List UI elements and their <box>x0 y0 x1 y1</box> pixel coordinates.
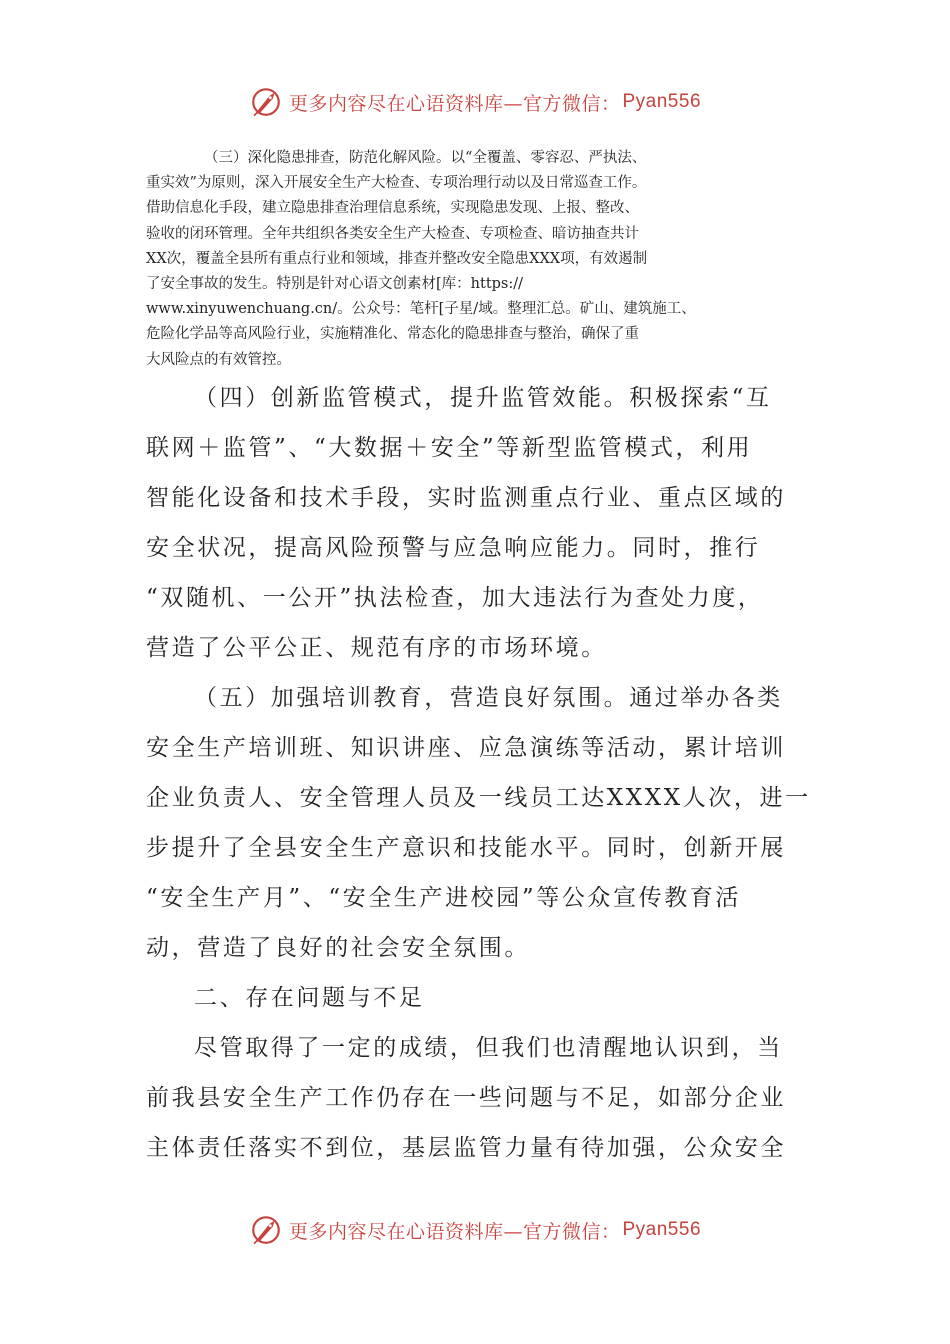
paragraph-line: XX次，覆盖全县所有重点行业和领域，排查并整改安全隐患XXX项，有效遏制 <box>146 250 648 267</box>
paragraph-line: 尽管取得了一定的成绩，但我们也清醒地认识到，当 <box>194 1035 783 1061</box>
paragraph-line: （四）创新监管模式，提升监管效能。积极探索“互 <box>194 385 772 411</box>
banner-text: 更多内容尽在心语资料库—官方微信： <box>288 1220 621 1243</box>
paragraph-line: 前我县安全生产工作仍存在一些问题与不足，如部分企业 <box>146 1085 786 1111</box>
paragraph-line: 大风险点的有效管控。 <box>146 351 291 368</box>
paragraph-line: 验收的闭环管理。全年共组织各类安全生产大检查、专项检查、暗访抽查共计 <box>146 225 639 242</box>
paragraph-line: 营造了公平公正、规范有序的市场环境。 <box>146 635 607 661</box>
paragraph-line: （五）加强培训教育，营造良好氛围。通过举办各类 <box>194 685 783 711</box>
paragraph-line: 步提升了全县安全生产意识和技能水平。同时，创新开展 <box>146 835 786 861</box>
paragraph-line: 危险化学品等高风险行业，实施精准化、常态化的隐患排查与整治，确保了重 <box>146 326 639 343</box>
paragraph-line: 安全状况，提高风险预警与应急响应能力。同时，推行 <box>146 535 761 561</box>
wechat-id: Pyan556 <box>622 91 702 112</box>
paragraph-line: “安全生产月”、“安全生产进校园”等公众宣传教育活 <box>146 885 742 911</box>
header-banner <box>0 82 950 122</box>
main-body-text <box>146 373 811 1173</box>
paragraph-line: 借助信息化手段，建立隐患排查治理信息系统，实现隐患发现、上报、整改、 <box>146 200 639 217</box>
paragraph-line: 重实效”为原则，深入开展安全生产大检查、专项治理行动以及日常巡查工作。 <box>146 175 647 192</box>
paragraph-line: 安全生产培训班、知识讲座、应急演练等活动，累计培训 <box>146 735 786 761</box>
paragraph-line: www.xinyuwenchuang.cn/。公众号：笔杆[子星/域。整理汇总。矿山、建筑施工、 <box>146 301 696 318</box>
paragraph-line: 企业负责人、安全管理人员及一线员工达XXXX人次，进一 <box>146 785 811 811</box>
pen-nib-logo-icon <box>249 1213 283 1247</box>
paragraph-line: 联网＋监管”、“大数据＋安全”等新型监管模式，利用 <box>146 435 753 461</box>
pen-nib-logo-icon <box>249 85 283 119</box>
paragraph-line: 智能化设备和技术手段，实时监测重点行业、重点区域的 <box>146 485 786 511</box>
paragraph-line: 动，营造了良好的社会安全氛围。 <box>146 935 530 961</box>
paragraph-line: 了安全事故的发生。特别是针对心语文创素材[库：https:// <box>146 276 524 293</box>
section-heading: 二、存在问题与不足 <box>194 985 425 1011</box>
section-three-paragraph <box>146 146 826 373</box>
paragraph-line: 主体责任落实不到位，基层监管力量有待加强，公众安全 <box>146 1135 786 1161</box>
banner-text: 更多内容尽在心语资料库—官方微信： <box>288 92 621 115</box>
footer-banner <box>0 1210 950 1250</box>
wechat-id: Pyan556 <box>622 1219 702 1240</box>
paragraph-line: “双随机、一公开”执法检查，加大违法行为查处力度， <box>146 585 764 611</box>
paragraph-line: （三）深化隐患排查，防范化解风险。以“全覆盖、零容忍、严执法、 <box>204 150 647 166</box>
